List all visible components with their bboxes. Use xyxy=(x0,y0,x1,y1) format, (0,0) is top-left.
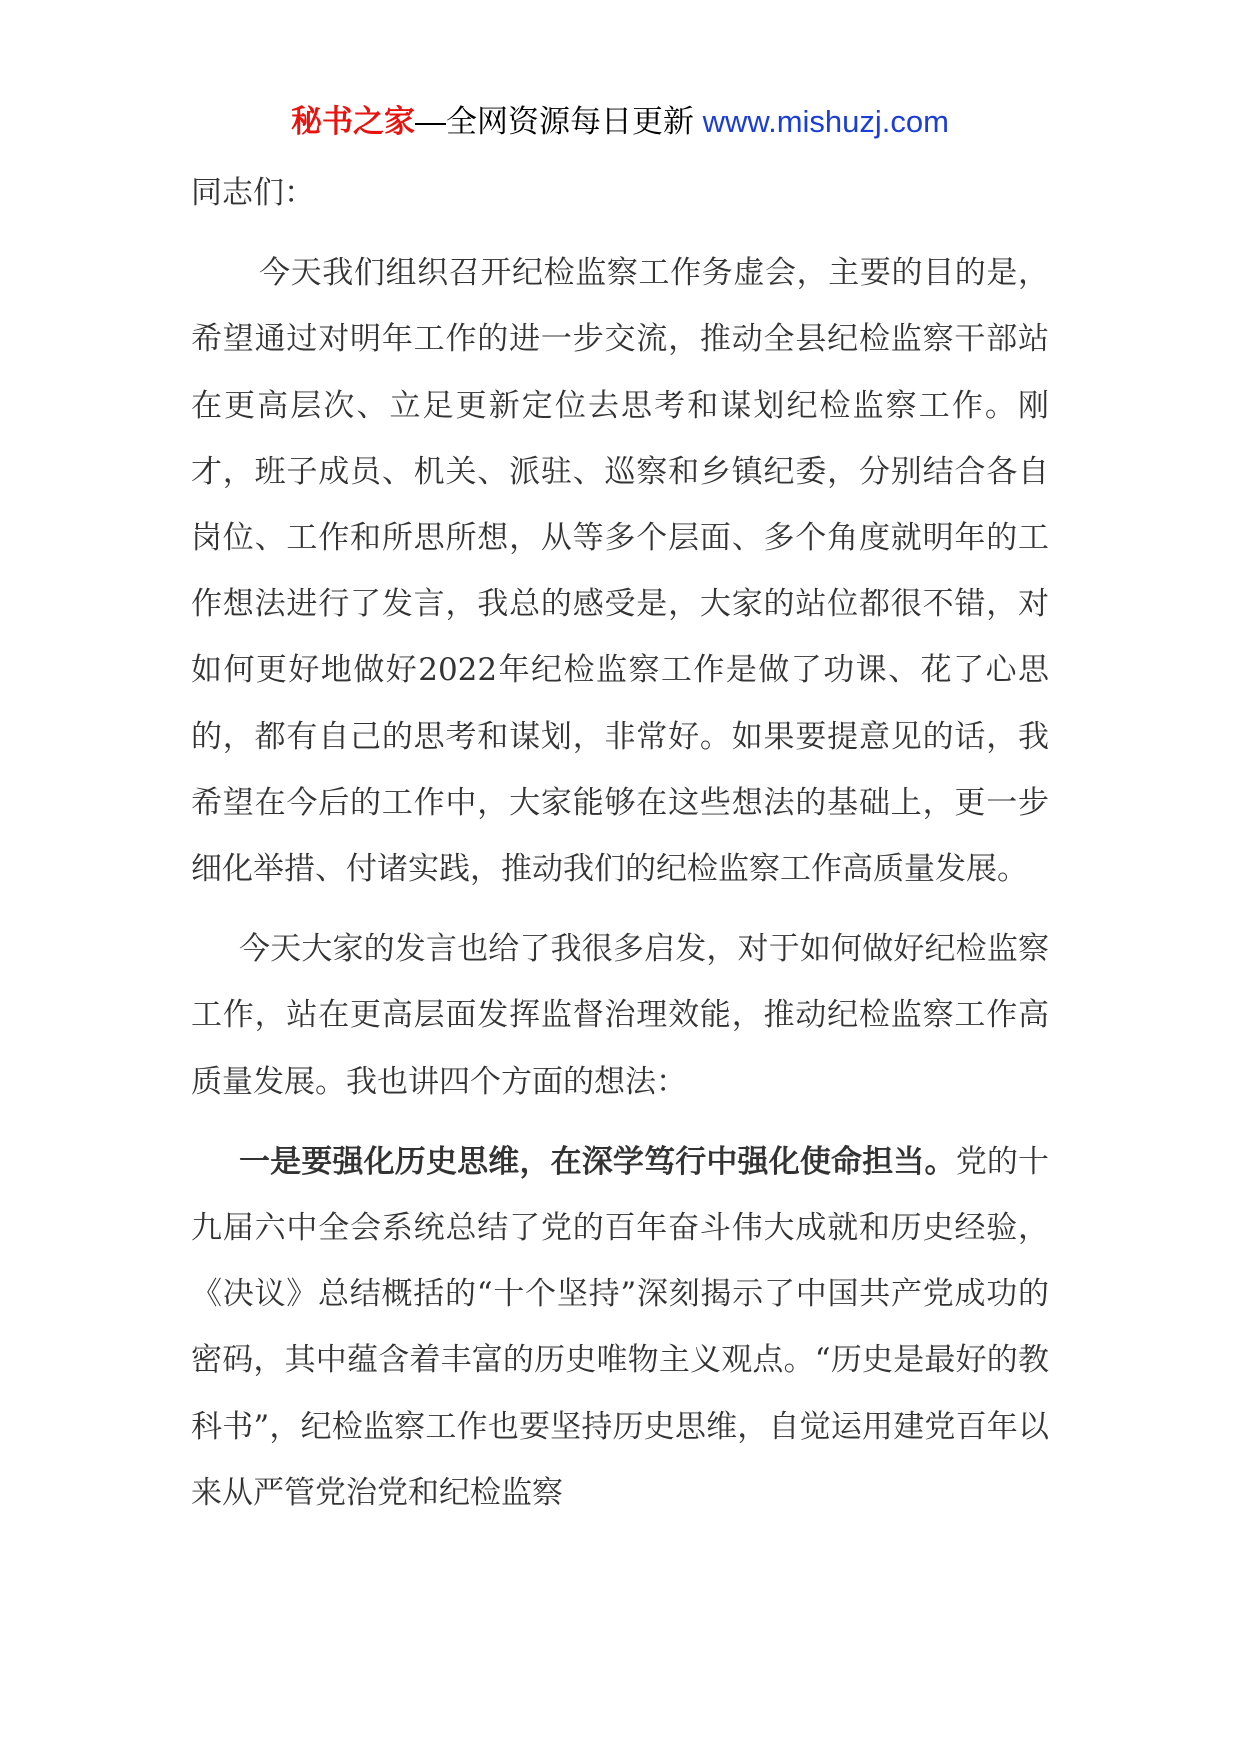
salutation: 同志们： xyxy=(191,175,315,211)
header-slogan: —全网资源每日更新 xyxy=(415,104,695,139)
document-body xyxy=(191,160,1049,1526)
paragraph xyxy=(191,1129,1049,1526)
paragraph: 今天我们组织召开纪检监察工作务虚会，主要的目的是，希望通过对明年工作的进一步交流，推动全县纪检监察干部站在更高层次、立足更新定位去思考和谋划纪检监察工作。刚才，班子成员、机关、派驻、巡察和乡镇纪委，分别结合各自岗位、工作和所思所想，从等多个层面、多个角度就明年的工作想法进行了发言，我总的感受是，大家的站位都很不错，对如何更好地做好2022年纪检监察工作是做了功课、花了心思的，都有自己的思考和谋划，非常好。如果要提意见的话，我希望在今后的工作中，大家能够在这些想法的基础上，更一步细化举措、付诸实践，推动我们的纪检监察工作高质量发展。 xyxy=(191,255,1049,888)
brand-name: 秘书之家 xyxy=(291,104,416,139)
website-link[interactable]: www.mishuzj.com xyxy=(702,104,949,139)
paragraph-lead-heading: 一是要强化历史思维，在深学笃行中强化使命担当。 xyxy=(239,1143,956,1180)
paragraph: 今天大家的发言也给了我很多启发，对于如何做好纪检监察工作，站在更高层面发挥监督治理效能，推动纪检监察工作高质量发展。我也讲四个方面的想法： xyxy=(191,931,1049,1100)
watermark-header xyxy=(0,100,1240,144)
paragraph-body-text: 党的十九届六中全会系统总结了党的百年奋斗伟大成就和历史经验，《决议》总结概括的“十个坚持”深刻揭示了中国共产党成功的密码，其中蕴含着丰富的历史唯物主义观点。“历史是最好的教科书”，纪检监察工作也要坚持历史思维，自觉运用建党百年以来从严管党治党和纪检监察 xyxy=(191,1143,1050,1511)
